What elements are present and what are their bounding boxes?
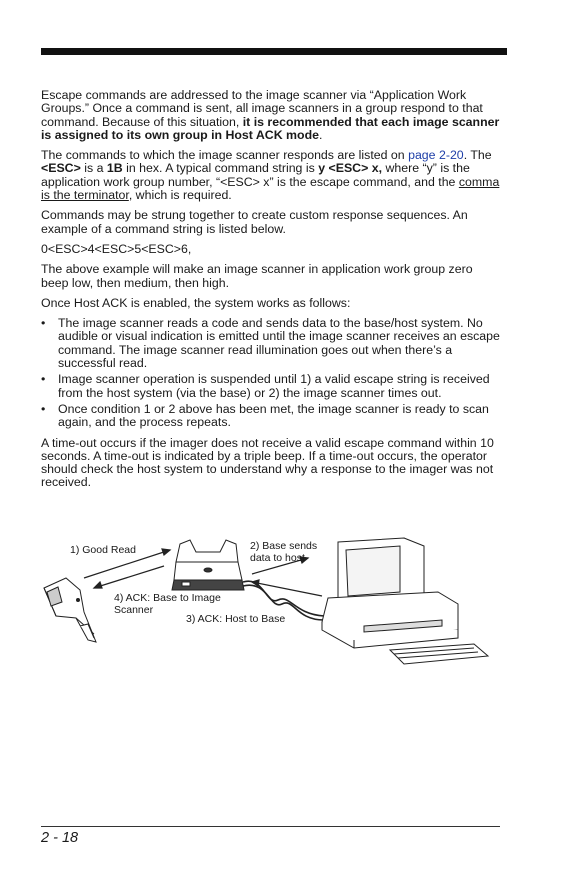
base-illustration: [172, 540, 244, 590]
host-ack-diagram: [38, 530, 508, 690]
bullet: •: [41, 316, 46, 331]
image-scanner-illustration: [44, 578, 96, 642]
p2-t5: where “y” is the application work group number, “<ESC> x” is the escape command, and the: [41, 161, 470, 189]
p2-b2: 1B: [106, 161, 123, 176]
p1-bold: it is recommended that each image scanner is assigned to its own group in Host ACK mode: [41, 114, 500, 142]
label-base-sends-1: 2) Base sends: [250, 540, 318, 552]
paragraph-timeout: A time-out occurs if the imager does not receive a valid escape command within 10 seconds. A time-out is indicated by a triple beep. If a time-out occurs, the operator should check the host system to understand why a response to the imager was not received.: [41, 435, 494, 490]
header-rule: [41, 48, 507, 55]
host-computer-illustration: [322, 538, 488, 664]
p1-text: Escape commands are addressed to the image scanner via “Application Work Groups.” Once a command is sent, all image scanners in a group respond to that command. Because of this situation,: [41, 88, 483, 129]
label-ack-base-1: 4) ACK: Base to Image: [114, 592, 221, 604]
p2-t4: in hex. A typical command string is: [122, 161, 319, 176]
p1-end: .: [318, 127, 323, 142]
paragraph-escape-commands: [41, 89, 501, 142]
paragraph-example-explanation: The above example will make an image scanner in application work group zero beep low, then medium, then high.: [41, 262, 473, 290]
paragraph-host-ack-intro: Once Host ACK is enabled, the system works as follows:: [41, 295, 351, 310]
label-ack-host: 3) ACK: Host to Base: [186, 613, 286, 625]
footer-rule: [41, 826, 500, 827]
list-item: [41, 373, 501, 400]
label-good-read: 1) Good Read: [70, 544, 136, 556]
list-item-text: The image scanner reads a code and sends data to the base/host system. No audible or visual indication is emitted until the image scanner receives an escape command. The image scanner read illumination goes out when there’s a successful read.: [58, 316, 500, 371]
p2-b1: <ESC>: [41, 161, 81, 176]
paragraph-custom-sequences: Commands may be strung together to create custom response sequences. An example of a command string is listed below.: [41, 208, 468, 236]
p2-t6: , which is required.: [128, 188, 232, 203]
host-ack-steps: [41, 317, 501, 429]
paragraph-command-example: 0<ESC>4<ESC>5<ESC>6,: [41, 241, 192, 256]
label-ack-base-2: Scanner: [114, 604, 154, 616]
p2-underline: comma is the terminator: [41, 174, 500, 203]
p2-t1: The commands to which the image scanner responds are listed on: [41, 148, 409, 163]
page-number: 2 - 18: [41, 830, 79, 846]
list-item: [41, 317, 501, 370]
list-item-text: Image scanner operation is suspended until 1) a valid escape string is received from the host system (via the base) or 2) the image scanner times out.: [58, 372, 490, 400]
label-base-sends-2: data to host: [250, 552, 305, 564]
bullet: •: [41, 401, 46, 416]
p2-t2: . The: [463, 148, 492, 163]
bullet: •: [41, 372, 46, 387]
page-link[interactable]: page 2-20: [408, 148, 464, 163]
body-text: [41, 89, 501, 497]
list-item-text: Once condition 1 or 2 above has been met, the image scanner is ready to scan again, and the process repeats.: [58, 401, 489, 430]
paragraph-command-list: [41, 149, 501, 202]
p2-t3: is a: [80, 161, 107, 176]
p2-b3: y <ESC> x,: [318, 161, 383, 176]
list-item: [41, 403, 501, 430]
